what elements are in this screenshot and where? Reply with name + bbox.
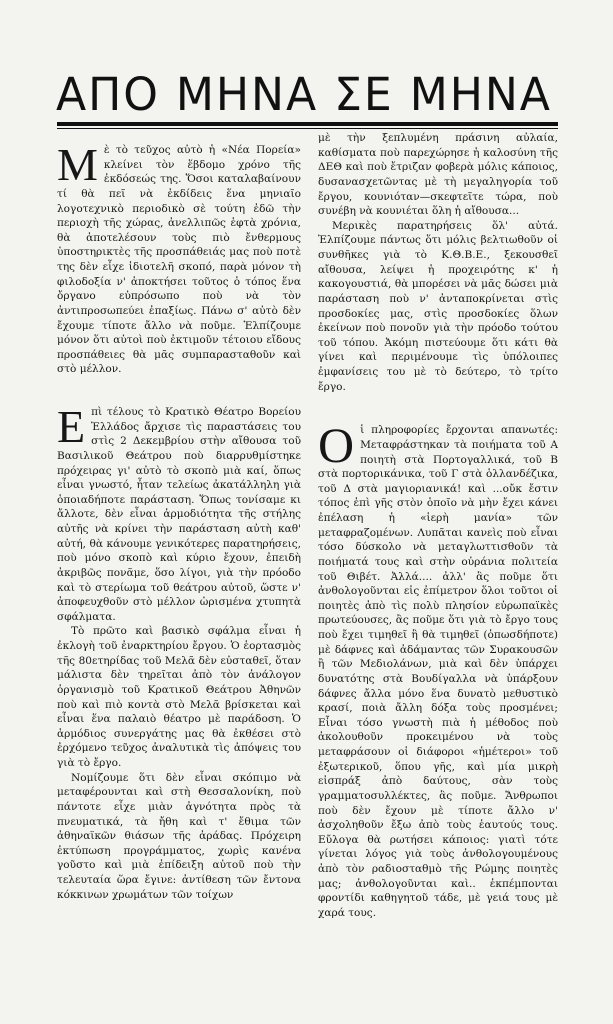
drop-cap: Ε (57, 401, 86, 452)
paragraph: μὲ τὴν ξεπλυμένη πράσινη αὐλαία, καθίσματα ποὺ παρεχώρησε ἡ καλοσύνη τῆς ΔΕΘ καὶ ποὺ ἔτριζαν φοβερὰ μόλις κάποιος, δυσανασχετῶντας μὲ τὴ μεγαληγορία τοῦ ἔργου, κουνιόταν—σκεφτεῖτε τώρα, ποὺ συνέβη νὰ κουνιέται ὅλη ἡ αἴθουσα... (318, 132, 558, 218)
paragraph (318, 417, 558, 920)
paragraph-spacer (57, 377, 301, 405)
right-column (318, 131, 558, 921)
paragraph (57, 401, 301, 624)
title-rule-thick (57, 122, 558, 126)
drop-cap: Ο (318, 417, 355, 474)
paragraph: Τὸ πρῶτο καὶ βασικὸ σφάλμα εἶναι ἡ ἐκλογὴ τοῦ ἐναρκτηρίου ἔργου. Ὁ ἑορτασμὸς τῆς 80ετηρίδας τοῦ Μελᾶ δὲν εὐσταθεῖ, ὅταν μάλιστα δὲν τηρεῖται ἀπὸ τὸν ἀνάλογον ὀργανισμὸ τοῦ Κρατικοῦ Θεάτρου Ἀθηνῶν ποὺ καὶ πιὸ κοντὰ στὸ Μελᾶ βρίσκεται καὶ εἶναι ἕνα παλαιὸ θέατρο μὲ παράδοση. Ὁ ἁρμόδιος συνεργάτης μας θὰ ἐκθέσει στὸ ἐρχόμενο τεῦχος ἀναλυτικὰ τὶς ἀπόψεις του γιὰ τὸ ἔργο. (57, 625, 301, 769)
page-title: ΑΠΟ ΜΗΝΑ ΣΕ ΜΗΝΑ (56, 68, 552, 121)
paragraph-spacer (318, 394, 558, 423)
drop-cap: Μ (57, 139, 98, 190)
paragraph: Νομίζουμε ὅτι δὲν εἶναι σκόπιμο νὰ μεταφέρουνται καὶ στὴ Θεσσαλονίκη, ποὺ πάντοτε εἶχε μιὰν ἀγνότητα πρὸς τὰ πνευματικά, τὰ ἤθη καὶ τ' ἔθιμα τῶν ἀθηναϊκῶν θιάσων τῆς ἀράδας. Πρόχειρη ἐκτύπωση προγράμματος, χωρὶς κανένα γοῦστο καὶ μιὰ ἐπίδειξη αὐτοῦ ποὺ τὴν τελευταία ὥρα ἔγινε: ἀντίθεση τῶν ἔντονα κόκκινων χρωμάτων τῶν τοίχων (57, 771, 301, 901)
title-rule-thin (57, 128, 558, 129)
paragraph (57, 139, 301, 377)
paragraph-text: πὶ τέλους τὸ Κρατικὸ Θέατρο Βορείου Ἑλλάδος ἄρχισε τὶς παραστάσεις του στὶς 2 Δεκεμβρίου στὴν αἴθουσα τοῦ Βασιλικοῦ Θεάτρου ποὺ διαρρυθμίστηκε πρόχειρας γι' αὐτὸ τὸ σκοπὸ μιὰ καί, ὅπως εἶναι γνωστό, ἦταν τελείως ἀκατάλληλη γιὰ ὁποιαδήποτε παράσταση. Ὅπως τονίσαμε κι ἄλλοτε, δὲν εἶναι ἁρμοδιότητα τῆς στήλης αὐτῆς νὰ κρίνει τὴν παράσταση αὐτὴ καθ' αὐτή, θὰ κάνουμε γενικότερες παρατηρήσεις, ποὺ μόνο σκοπὸ καὶ κύριο ἔχουν, ἐπειδὴ ἀκριβῶς πονᾶμε, ὅσο λίγοι, γιὰ τὴν πρόοδο καὶ τὸ στερίωμα τοῦ θεάτρου αὐτοῦ, ὥστε ν' ἀποφευχθοῦν στὸ μέλλον ὡρισμένα χτυπητὰ σφάλματα. (57, 406, 301, 623)
paragraph: Μερικὲς παρατηρήσεις ὅλ' αὐτά. Ἐλπίζουμε πάντως ὅτι μόλις βελτιωθοῦν οἱ συνθῆκες γιὰ τὸ Κ.Θ.Β.Ε., ξεκουσθεῖ αἴθουσα, λείψει ἡ προχειρότης κ' ἡ κακογουστιά, θὰ μπορέσει νὰ μᾶς δώσει μιὰ παράσταση ποὺ ν' ἀνταποκρίνεται στὶς προσδοκίες μας, στὶς προσδοκίες ὅλων ἐκείνων ποὺ πονοῦν γιὰ τὴν πρόοδο τούτου τοῦ τόπου. Ἀκόμη πιστεύουμε ὅτι κάτι θὰ γίνει καὶ περιμένουμε τὶς ὑπόλοιπες ἐμφανίσεις του μὲ τὸ δεύτερο, τὸ τρίτο ἔργο. (318, 219, 558, 393)
paragraph-text: ἱ πληροφορίες ἔρχονται απανωτές: Μεταφράστηκαν τὰ ποιήματα τοῦ Α ποιητὴ στὰ Πορτογαλλικά, τοῦ Β στὰ πορτορικάνικα, τοῦ Γ στὰ ὁλλανδέζικα, τοῦ Δ στὰ μαγιοριανικά! καὶ ...οὔκ ἔστιν τόπος ἐπὶ γῆς στὸν ὁποῖο νὰ μὴν ἔχει κάνει ἐπέλαση ἡ «ἱερὴ μανία» τῶν μεταφραζομένων. Λυπᾶται κανεὶς ποὺ εἶναι τόσο δύσκολο νὰ μεταγλωττισθοῦν τὰ ποιήματά τους καὶ στὴν οὐράνια πολιτεία τοῦ Θιβέτ. Ἀλλά.... ἀλλ' ἂς ποῦμε ὅτι ἀνθολογοῦνται εἰς ἐπίμετρον ὅλοι τοῦτοι οἱ ποιητὲς ἀπὸ τὶς πολὺ πλησίον εὐρωπαϊκὲς πρωτεύουσες, ἂς ποῦμε ὅτι γιὰ τὸ ἔργο τους ποὺ ἔχει τιμηθεῖ ἢ θὰ τιμηθεῖ (ὁπωσδήποτε) μὲ δάφνες καὶ ἀδάμαντας τῶν Συρακουσῶν ἢ τῶν Μεδιολάνων, μιὰ καὶ δὲν ὑπάρχει δυνατότης στὰ Βουδίγαλλα νὰ ὑπάρξουν δάφνες ἄλλα μόνο ἕνα δυνατὸ μεθυστικὸ κρασί, ποιὰ ἄλλη δόξα τοὺς προσμένει; Εἶναι τόσο γνωστὴ πιὰ ἡ μέθοδος ποὺ ἀκολουθοῦν προκειμένου νὰ τοὺς μεταφράσουν οἱ διάφοροι «ἡμέτεροι» τοῦ ἐξωτερικοῦ, ὅπου γῆς, καὶ μία μικρὴ εἰσπράξ ἀπὸ δαύτους, σὰν τοὺς γραμματοσυλλέκτες, ἂς ποῦμε. Ἄνθρωποι ποὺ δὲν ἔχουν μὲ τίποτε ἄλλο ν' ἀσχοληθοῦν ἔξω ἀπὸ τοὺς ἑαυτούς τους. Εὔλογα θὰ ρωτήσει κάποιος: γιατὶ τότε γίνεται λόγος γιὰ τοὺς ἀνθολογουμένους ἀπὸ τὸν ραδιοσταθμὸ τῆς Ρώμης ποιητὲς μας; ἀνθολογοῦνται καὶ.. ἐκπέμπονται φροντίδι καθηγητοῦ τάδε, μὲ γειά τους μὲ χαρά τους. (318, 424, 558, 919)
paragraph-text: ὲ τὸ τεῦχος αὐτὸ ἡ «Νέα Πορεία» κλείνει τὸν ἕβδομο χρόνο τῆς ἐκδόσεώς της. Ὅσοι καταλαβαίνουν τί θὰ πεῖ νὰ ἐκδίδεις ἕνα μηνιαῖο λογοτεχνικὸ περιοδικὸ σὲ τούτη ἐδῶ τὴν περιοχὴ τῆς χώρας, ἀνελλιπῶς ἑφτὰ χρόνια, θὰ ἀποτελέσουν τοὺς πιὸ ἔνθερμους ὑποστηρικτὲς τῆς προσπάθειάς μας ποὺ ποτὲ της δὲν εἶχε ἰδιοτελῆ σκοπό, παρὰ μόνον τὴ φιλοδοξία ν' ἀποκτήσει τοῦτος ὁ τόπος ἕνα ὄργανο εὐπρόσωπο ποὺ νὰ τὸν ἀντιπροσωπεύει ἐπαξίως. Πάνω σ' αὐτὸ δὲν ἔχουμε τίποτε ἄλλο νὰ ποῦμε. Ἐλπίζουμε μόνον ὅτι αὐτοὶ ποὺ ἐκτιμοῦν τέτοιου εἴδους προσπάθειες θὰ μᾶς συμπαρασταθοῦν καὶ στὸ μέλλον. (57, 144, 301, 376)
left-column (57, 139, 301, 902)
